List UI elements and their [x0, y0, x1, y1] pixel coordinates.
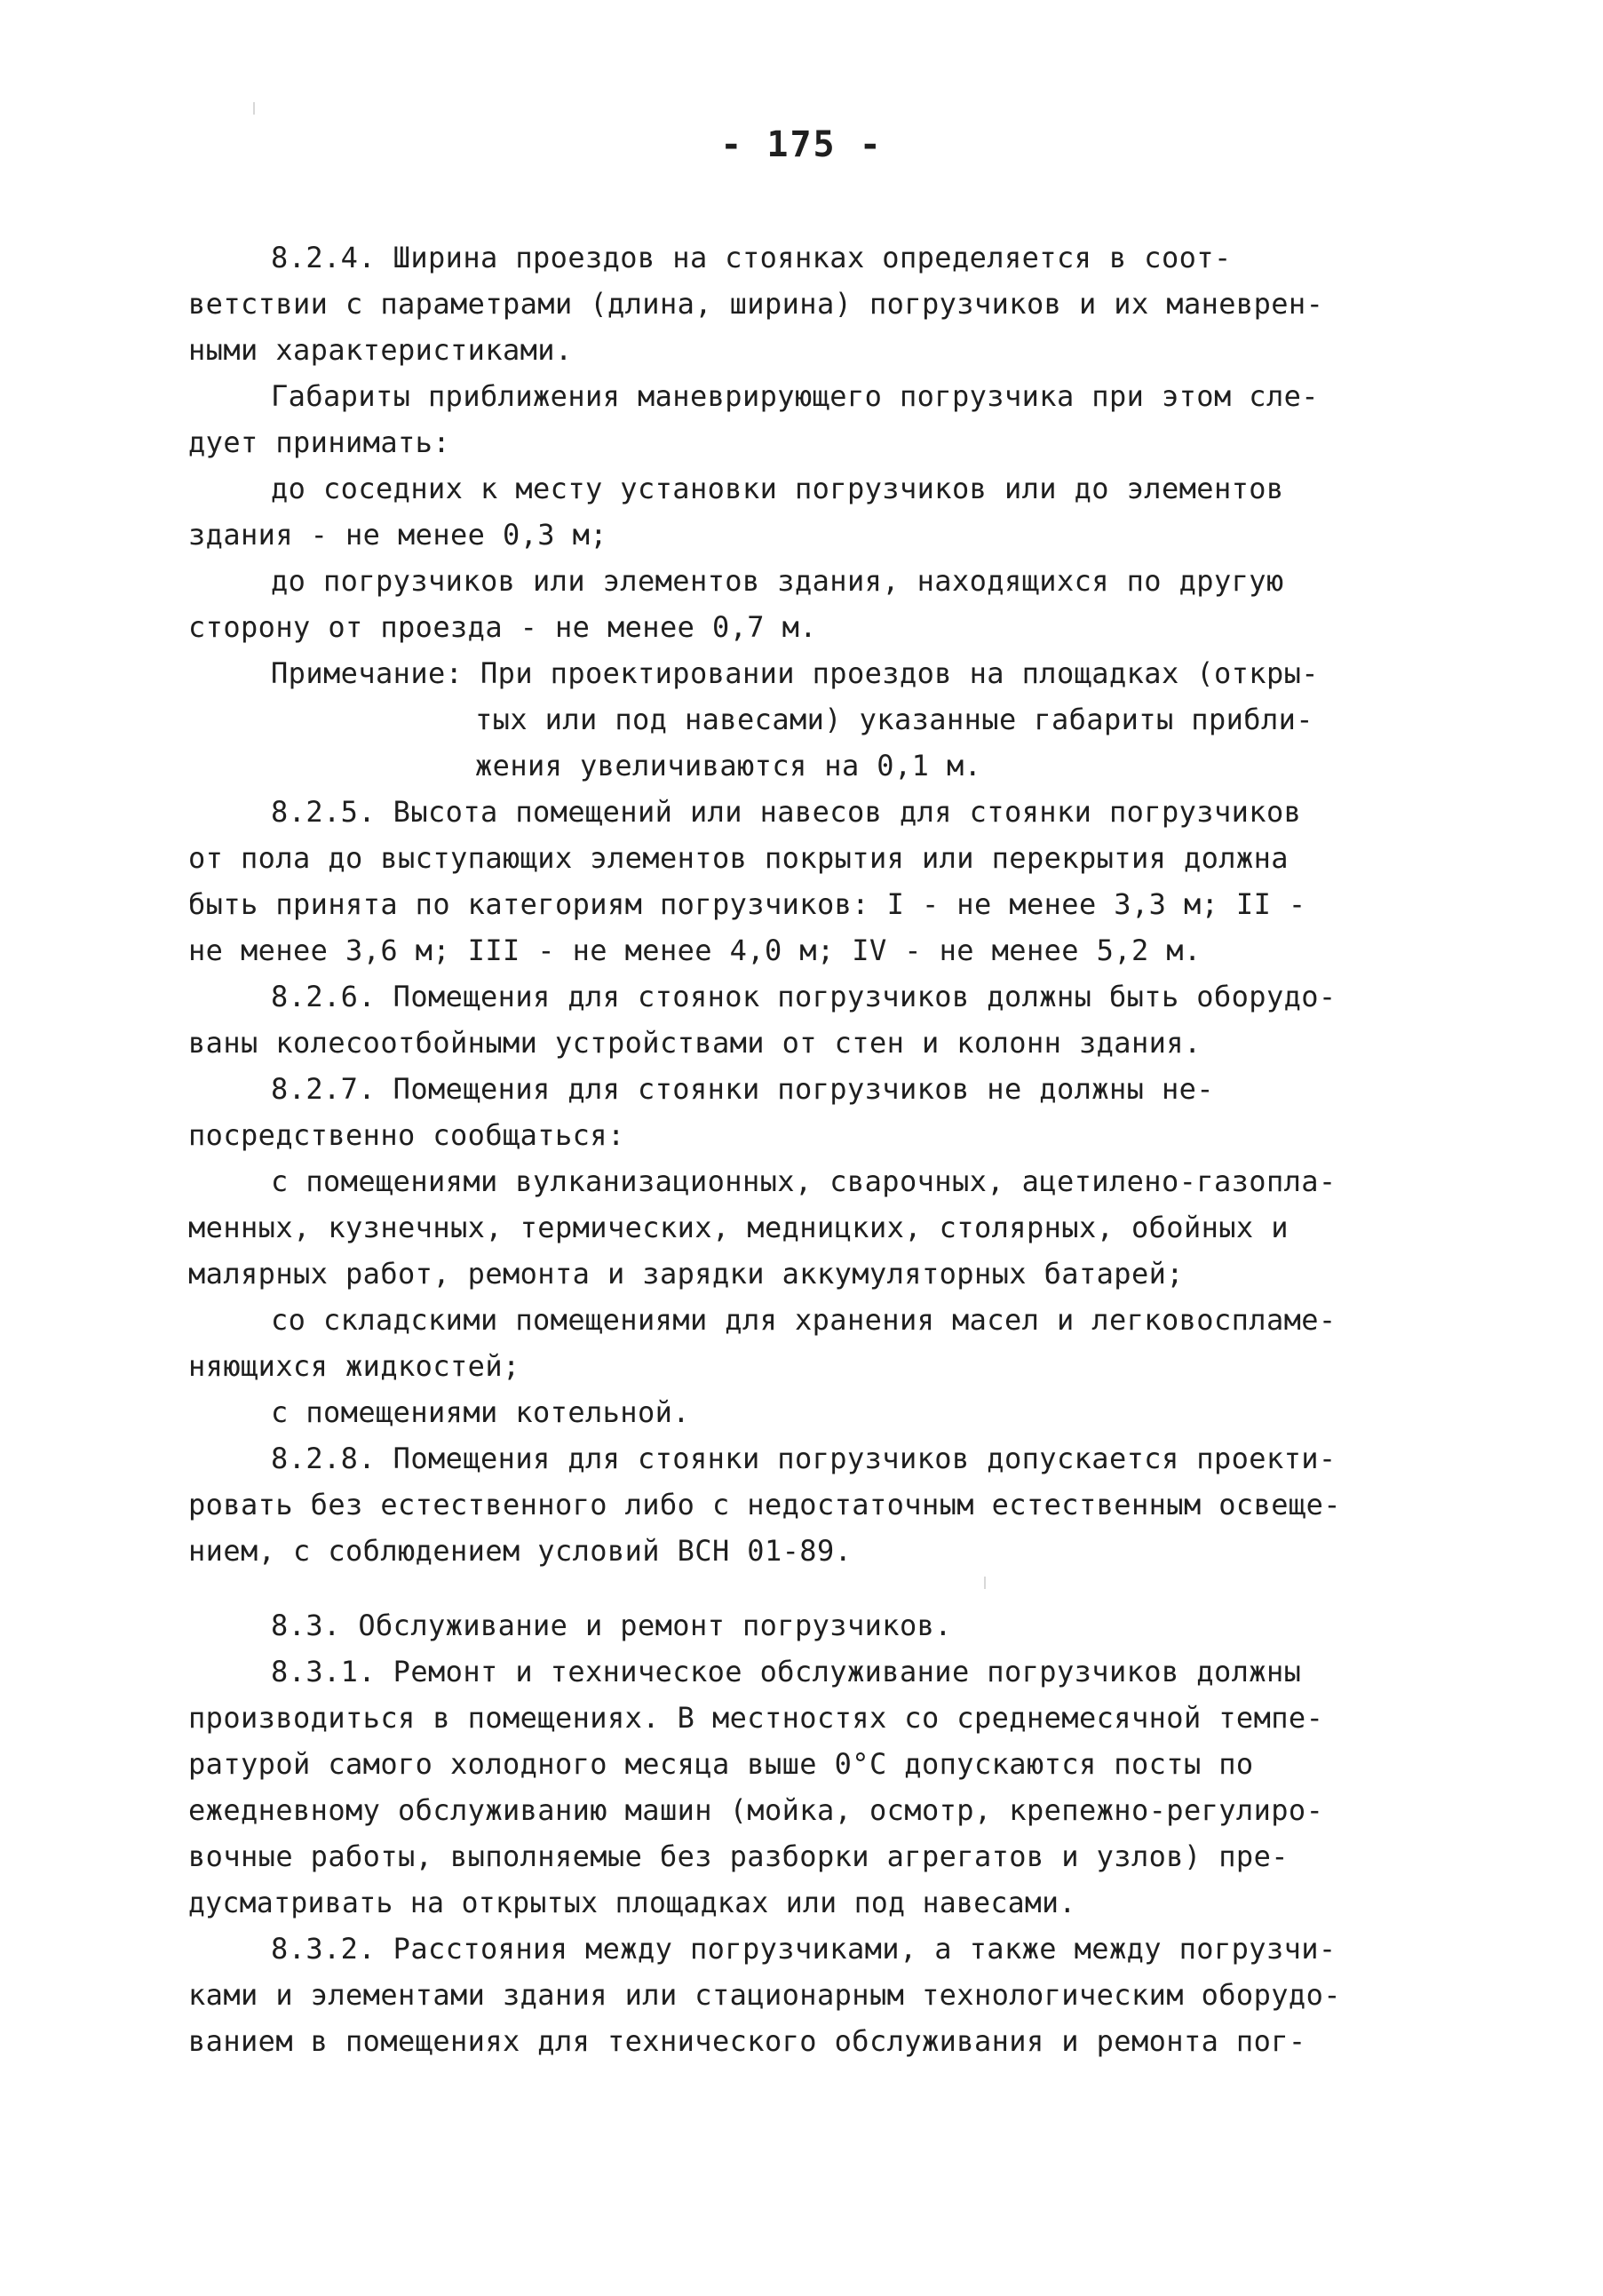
paragraph-line: быть принята по категориям погрузчиков: I - не менее 3,3 м; II -	[188, 887, 1306, 921]
paragraph-line: 8.2.8. Помещения для стоянки погрузчиков допускается проекти-	[271, 1442, 1337, 1475]
scan-speck	[253, 102, 255, 115]
paragraph-line: 8.2.4. Ширина проездов на стоянках определяется в соот-	[271, 241, 1232, 274]
paragraph-line: ными характеристиками.	[188, 333, 573, 367]
paragraph-line: ровать без естественного либо с недостаточным естественным освеще-	[188, 1488, 1341, 1521]
paragraph-line: Габариты приближения маневрирующего погрузчика при этом сле-	[271, 379, 1319, 413]
note-line: Примечание: При проектировании проездов на площадках (откры-	[271, 656, 1319, 690]
paragraph-line: ветствии с параметрами (длина, ширина) погрузчиков и их маневрен-	[188, 287, 1324, 321]
paragraph-line: от пола до выступающих элементов покрытия или перекрытия должна	[188, 841, 1289, 875]
paragraph-line: 8.2.7. Помещения для стоянки погрузчиков не должны не-	[271, 1072, 1214, 1106]
paragraph-line: няющихся жидкостей;	[188, 1349, 520, 1383]
paragraph-line: сторону от проезда - не менее 0,7 м.	[188, 610, 817, 644]
paragraph-line: ежедневному обслуживанию машин (мойка, осмотр, крепежно-регулиро-	[188, 1793, 1324, 1827]
paragraph-line: 8.3.2. Расстояния между погрузчиками, а также между погрузчи-	[271, 1932, 1337, 1966]
paragraph-line: с помещениями котельной.	[271, 1395, 690, 1429]
note-line: жения увеличиваются на 0,1 м.	[475, 749, 982, 783]
paragraph-line: посредственно сообщаться:	[188, 1118, 625, 1152]
page-number: - 175 -	[720, 124, 883, 165]
paragraph-line: со складскими помещениями для хранения масел и легковоспламе-	[271, 1303, 1337, 1337]
paragraph-line: менных, кузнечных, термических, медницких, столярных, обойных и	[188, 1211, 1289, 1244]
paragraph-line: 8.2.5. Высота помещений или навесов для стоянки погрузчиков	[271, 795, 1302, 829]
paragraph-line: ванием в помещениях для технического обслуживания и ремонта пог-	[188, 2024, 1306, 2058]
paragraph-line: дусматривать на открытых площадках или под навесами.	[188, 1886, 1076, 1919]
paragraph-line: до соседних к месту установки погрузчиков или до элементов	[271, 472, 1284, 505]
paragraph-line: ками и элементами здания или стационарным технологическим оборудо-	[188, 1978, 1341, 2012]
paragraph-line: 8.3.1. Ремонт и техническое обслуживание погрузчиков должны	[271, 1655, 1302, 1688]
paragraph-line: ваны колесоотбойными устройствами от стен и колонн здания.	[188, 1026, 1202, 1060]
scan-speck	[984, 1577, 986, 1589]
note-line: тых или под навесами) указанные габариты прибли-	[475, 703, 1313, 736]
paragraph-line: производиться в помещениях. В местностях со среднемесячной темпе-	[188, 1701, 1324, 1735]
paragraph-line: 8.2.6. Помещения для стоянок погрузчиков должны быть оборудо-	[271, 980, 1337, 1013]
paragraph-line: нием, с соблюдением условий ВСН 01-89.	[188, 1534, 853, 1568]
paragraph-line: здания - не менее 0,3 м;	[188, 518, 607, 552]
paragraph-line: малярных работ, ремонта и зарядки аккумуляторных батарей;	[188, 1257, 1184, 1291]
paragraph-line: не менее 3,6 м; III - не менее 4,0 м; IV - не менее 5,2 м.	[188, 933, 1202, 967]
paragraph-line: дует принимать:	[188, 425, 450, 459]
paragraph-line: с помещениями вулканизационных, сварочных, ацетилено-газопла-	[271, 1164, 1337, 1198]
paragraph-line: вочные работы, выполняемые без разборки агрегатов и узлов) пре-	[188, 1839, 1289, 1873]
paragraph-line: ратурой самого холодного месяца выше 0°С допускаются посты по	[188, 1747, 1254, 1781]
section-heading: 8.3. Обслуживание и ремонт погрузчиков.	[271, 1609, 952, 1642]
paragraph-line: до погрузчиков или элементов здания, находящихся по другую	[271, 564, 1284, 598]
